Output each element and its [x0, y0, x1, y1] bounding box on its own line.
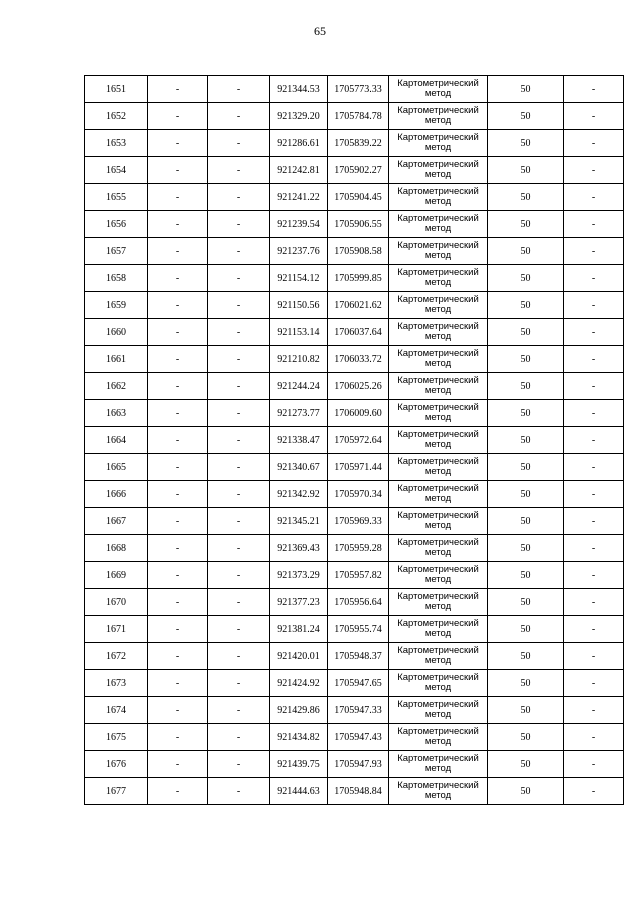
note-cell: -: [564, 427, 624, 454]
empty-value-cell: -: [208, 130, 270, 157]
table-row: [85, 454, 624, 481]
method-cell: Картометрический метод: [389, 76, 488, 103]
empty-value-cell: -: [148, 373, 208, 400]
note-cell: -: [564, 616, 624, 643]
empty-value-cell: -: [208, 643, 270, 670]
method-cell: Картометрический метод: [389, 481, 488, 508]
page-number: 65: [314, 24, 326, 38]
empty-value-cell: -: [148, 184, 208, 211]
note-cell: -: [564, 211, 624, 238]
table-row: [85, 670, 624, 697]
method-cell: Картометрический метод: [389, 346, 488, 373]
x-coordinate-cell: 921338.47: [270, 427, 328, 454]
method-cell: Картометрический метод: [389, 778, 488, 805]
empty-value-cell: -: [148, 130, 208, 157]
y-coordinate-cell: 1705947.65: [328, 670, 389, 697]
table-row: [85, 292, 624, 319]
x-coordinate-cell: 921444.63: [270, 778, 328, 805]
table-row: [85, 481, 624, 508]
table-row: [85, 427, 624, 454]
point-number-cell: 1666: [85, 481, 148, 508]
accuracy-cell: 50: [488, 670, 564, 697]
accuracy-cell: 50: [488, 454, 564, 481]
point-number-cell: 1655: [85, 184, 148, 211]
empty-value-cell: -: [208, 454, 270, 481]
point-number-cell: 1672: [85, 643, 148, 670]
method-cell: Картометрический метод: [389, 643, 488, 670]
y-coordinate-cell: 1706009.60: [328, 400, 389, 427]
method-cell: Картометрический метод: [389, 751, 488, 778]
accuracy-cell: 50: [488, 373, 564, 400]
x-coordinate-cell: 921439.75: [270, 751, 328, 778]
method-cell: Картометрический метод: [389, 724, 488, 751]
point-number-cell: 1663: [85, 400, 148, 427]
x-coordinate-cell: 921273.77: [270, 400, 328, 427]
table-row: [85, 319, 624, 346]
point-number-cell: 1671: [85, 616, 148, 643]
method-cell: Картометрический метод: [389, 427, 488, 454]
table-row: [85, 184, 624, 211]
note-cell: -: [564, 589, 624, 616]
accuracy-cell: 50: [488, 508, 564, 535]
accuracy-cell: 50: [488, 319, 564, 346]
empty-value-cell: -: [208, 238, 270, 265]
table-row: [85, 130, 624, 157]
method-cell: Картометрический метод: [389, 400, 488, 427]
empty-value-cell: -: [208, 184, 270, 211]
empty-value-cell: -: [148, 157, 208, 184]
empty-value-cell: -: [148, 778, 208, 805]
method-cell: Картометрический метод: [389, 238, 488, 265]
point-number-cell: 1667: [85, 508, 148, 535]
table-row: [85, 589, 624, 616]
y-coordinate-cell: 1705947.93: [328, 751, 389, 778]
empty-value-cell: -: [148, 535, 208, 562]
y-coordinate-cell: 1705970.34: [328, 481, 389, 508]
empty-value-cell: -: [208, 319, 270, 346]
y-coordinate-cell: 1705972.64: [328, 427, 389, 454]
x-coordinate-cell: 921381.24: [270, 616, 328, 643]
note-cell: -: [564, 292, 624, 319]
point-number-cell: 1676: [85, 751, 148, 778]
x-coordinate-cell: 921210.82: [270, 346, 328, 373]
x-coordinate-cell: 921420.01: [270, 643, 328, 670]
table-row: [85, 778, 624, 805]
point-number-cell: 1659: [85, 292, 148, 319]
note-cell: -: [564, 238, 624, 265]
note-cell: -: [564, 535, 624, 562]
table-row: [85, 724, 624, 751]
note-cell: -: [564, 508, 624, 535]
empty-value-cell: -: [208, 211, 270, 238]
accuracy-cell: 50: [488, 400, 564, 427]
table-row: [85, 373, 624, 400]
empty-value-cell: -: [148, 103, 208, 130]
empty-value-cell: -: [148, 562, 208, 589]
point-number-cell: 1674: [85, 697, 148, 724]
empty-value-cell: -: [148, 643, 208, 670]
y-coordinate-cell: 1706021.62: [328, 292, 389, 319]
point-number-cell: 1670: [85, 589, 148, 616]
y-coordinate-cell: 1705959.28: [328, 535, 389, 562]
note-cell: -: [564, 481, 624, 508]
empty-value-cell: -: [148, 670, 208, 697]
accuracy-cell: 50: [488, 535, 564, 562]
method-cell: Картометрический метод: [389, 697, 488, 724]
empty-value-cell: -: [148, 508, 208, 535]
y-coordinate-cell: 1705947.33: [328, 697, 389, 724]
method-cell: Картометрический метод: [389, 454, 488, 481]
empty-value-cell: -: [148, 238, 208, 265]
method-cell: Картометрический метод: [389, 211, 488, 238]
x-coordinate-cell: 921342.92: [270, 481, 328, 508]
point-number-cell: 1664: [85, 427, 148, 454]
method-cell: Картометрический метод: [389, 292, 488, 319]
point-number-cell: 1673: [85, 670, 148, 697]
empty-value-cell: -: [148, 292, 208, 319]
accuracy-cell: 50: [488, 751, 564, 778]
y-coordinate-cell: 1705969.33: [328, 508, 389, 535]
point-number-cell: 1665: [85, 454, 148, 481]
point-number-cell: 1653: [85, 130, 148, 157]
point-number-cell: 1660: [85, 319, 148, 346]
method-cell: Картометрический метод: [389, 184, 488, 211]
accuracy-cell: 50: [488, 265, 564, 292]
table-row: [85, 238, 624, 265]
method-cell: Картометрический метод: [389, 373, 488, 400]
x-coordinate-cell: 921329.20: [270, 103, 328, 130]
point-number-cell: 1661: [85, 346, 148, 373]
table-row: [85, 643, 624, 670]
note-cell: -: [564, 670, 624, 697]
table-row: [85, 508, 624, 535]
method-cell: Картометрический метод: [389, 589, 488, 616]
accuracy-cell: 50: [488, 643, 564, 670]
point-number-cell: 1651: [85, 76, 148, 103]
y-coordinate-cell: 1705955.74: [328, 616, 389, 643]
accuracy-cell: 50: [488, 697, 564, 724]
empty-value-cell: -: [208, 535, 270, 562]
table-row: [85, 76, 624, 103]
table-row: [85, 211, 624, 238]
table-row: [85, 697, 624, 724]
table-row: [85, 346, 624, 373]
method-cell: Картометрический метод: [389, 535, 488, 562]
y-coordinate-cell: 1705971.44: [328, 454, 389, 481]
empty-value-cell: -: [148, 751, 208, 778]
method-cell: Картометрический метод: [389, 130, 488, 157]
note-cell: -: [564, 157, 624, 184]
point-number-cell: 1669: [85, 562, 148, 589]
note-cell: -: [564, 103, 624, 130]
table-row: [85, 616, 624, 643]
empty-value-cell: -: [148, 697, 208, 724]
empty-value-cell: -: [148, 616, 208, 643]
x-coordinate-cell: 921434.82: [270, 724, 328, 751]
table-row: [85, 157, 624, 184]
note-cell: -: [564, 373, 624, 400]
empty-value-cell: -: [208, 616, 270, 643]
y-coordinate-cell: 1705773.33: [328, 76, 389, 103]
empty-value-cell: -: [148, 265, 208, 292]
accuracy-cell: 50: [488, 778, 564, 805]
x-coordinate-cell: 921377.23: [270, 589, 328, 616]
note-cell: -: [564, 319, 624, 346]
empty-value-cell: -: [208, 346, 270, 373]
accuracy-cell: 50: [488, 346, 564, 373]
note-cell: -: [564, 76, 624, 103]
x-coordinate-cell: 921242.81: [270, 157, 328, 184]
method-cell: Картометрический метод: [389, 670, 488, 697]
x-coordinate-cell: 921369.43: [270, 535, 328, 562]
empty-value-cell: -: [208, 508, 270, 535]
y-coordinate-cell: 1705902.27: [328, 157, 389, 184]
empty-value-cell: -: [208, 427, 270, 454]
x-coordinate-cell: 921344.53: [270, 76, 328, 103]
table-row: [85, 751, 624, 778]
empty-value-cell: -: [208, 589, 270, 616]
empty-value-cell: -: [148, 76, 208, 103]
accuracy-cell: 50: [488, 238, 564, 265]
empty-value-cell: -: [148, 589, 208, 616]
note-cell: -: [564, 454, 624, 481]
empty-value-cell: -: [208, 373, 270, 400]
method-cell: Картометрический метод: [389, 157, 488, 184]
empty-value-cell: -: [208, 670, 270, 697]
x-coordinate-cell: 921429.86: [270, 697, 328, 724]
empty-value-cell: -: [208, 481, 270, 508]
x-coordinate-cell: 921373.29: [270, 562, 328, 589]
accuracy-cell: 50: [488, 103, 564, 130]
x-coordinate-cell: 921237.76: [270, 238, 328, 265]
method-cell: Картометрический метод: [389, 616, 488, 643]
note-cell: -: [564, 778, 624, 805]
point-number-cell: 1658: [85, 265, 148, 292]
accuracy-cell: 50: [488, 481, 564, 508]
y-coordinate-cell: 1705957.82: [328, 562, 389, 589]
table-row: [85, 265, 624, 292]
note-cell: -: [564, 697, 624, 724]
y-coordinate-cell: 1705839.22: [328, 130, 389, 157]
point-number-cell: 1677: [85, 778, 148, 805]
accuracy-cell: 50: [488, 724, 564, 751]
x-coordinate-cell: 921286.61: [270, 130, 328, 157]
point-number-cell: 1657: [85, 238, 148, 265]
note-cell: -: [564, 400, 624, 427]
method-cell: Картометрический метод: [389, 265, 488, 292]
empty-value-cell: -: [208, 103, 270, 130]
empty-value-cell: -: [208, 697, 270, 724]
table-body: [85, 76, 624, 805]
y-coordinate-cell: 1705904.45: [328, 184, 389, 211]
y-coordinate-cell: 1705947.43: [328, 724, 389, 751]
accuracy-cell: 50: [488, 76, 564, 103]
table-row: [85, 535, 624, 562]
note-cell: -: [564, 643, 624, 670]
x-coordinate-cell: 921150.56: [270, 292, 328, 319]
accuracy-cell: 50: [488, 292, 564, 319]
y-coordinate-cell: 1705948.37: [328, 643, 389, 670]
x-coordinate-cell: 921153.14: [270, 319, 328, 346]
point-number-cell: 1652: [85, 103, 148, 130]
accuracy-cell: 50: [488, 184, 564, 211]
x-coordinate-cell: 921244.24: [270, 373, 328, 400]
accuracy-cell: 50: [488, 211, 564, 238]
y-coordinate-cell: 1705948.84: [328, 778, 389, 805]
note-cell: -: [564, 130, 624, 157]
x-coordinate-cell: 921424.92: [270, 670, 328, 697]
point-number-cell: 1656: [85, 211, 148, 238]
note-cell: -: [564, 751, 624, 778]
x-coordinate-cell: 921241.22: [270, 184, 328, 211]
empty-value-cell: -: [148, 481, 208, 508]
table-row: [85, 103, 624, 130]
method-cell: Картометрический метод: [389, 319, 488, 346]
y-coordinate-cell: 1705784.78: [328, 103, 389, 130]
empty-value-cell: -: [148, 211, 208, 238]
table-row: [85, 562, 624, 589]
x-coordinate-cell: 921345.21: [270, 508, 328, 535]
x-coordinate-cell: 921239.54: [270, 211, 328, 238]
empty-value-cell: -: [208, 724, 270, 751]
point-number-cell: 1675: [85, 724, 148, 751]
empty-value-cell: -: [208, 292, 270, 319]
empty-value-cell: -: [148, 346, 208, 373]
empty-value-cell: -: [208, 751, 270, 778]
empty-value-cell: -: [148, 319, 208, 346]
method-cell: Картометрический метод: [389, 562, 488, 589]
y-coordinate-cell: 1705908.58: [328, 238, 389, 265]
empty-value-cell: -: [208, 157, 270, 184]
y-coordinate-cell: 1706037.64: [328, 319, 389, 346]
empty-value-cell: -: [208, 778, 270, 805]
note-cell: -: [564, 562, 624, 589]
note-cell: -: [564, 346, 624, 373]
point-number-cell: 1654: [85, 157, 148, 184]
empty-value-cell: -: [148, 724, 208, 751]
accuracy-cell: 50: [488, 589, 564, 616]
y-coordinate-cell: 1706025.26: [328, 373, 389, 400]
empty-value-cell: -: [148, 427, 208, 454]
empty-value-cell: -: [148, 454, 208, 481]
y-coordinate-cell: 1705999.85: [328, 265, 389, 292]
accuracy-cell: 50: [488, 616, 564, 643]
empty-value-cell: -: [208, 76, 270, 103]
accuracy-cell: 50: [488, 130, 564, 157]
note-cell: -: [564, 265, 624, 292]
y-coordinate-cell: 1706033.72: [328, 346, 389, 373]
accuracy-cell: 50: [488, 427, 564, 454]
coordinates-table: [84, 75, 624, 805]
method-cell: Картометрический метод: [389, 508, 488, 535]
note-cell: -: [564, 184, 624, 211]
accuracy-cell: 50: [488, 562, 564, 589]
empty-value-cell: -: [208, 265, 270, 292]
x-coordinate-cell: 921340.67: [270, 454, 328, 481]
y-coordinate-cell: 1705906.55: [328, 211, 389, 238]
empty-value-cell: -: [208, 562, 270, 589]
method-cell: Картометрический метод: [389, 103, 488, 130]
empty-value-cell: -: [208, 400, 270, 427]
y-coordinate-cell: 1705956.64: [328, 589, 389, 616]
table-row: [85, 400, 624, 427]
accuracy-cell: 50: [488, 157, 564, 184]
empty-value-cell: -: [148, 400, 208, 427]
point-number-cell: 1662: [85, 373, 148, 400]
note-cell: -: [564, 724, 624, 751]
point-number-cell: 1668: [85, 535, 148, 562]
x-coordinate-cell: 921154.12: [270, 265, 328, 292]
